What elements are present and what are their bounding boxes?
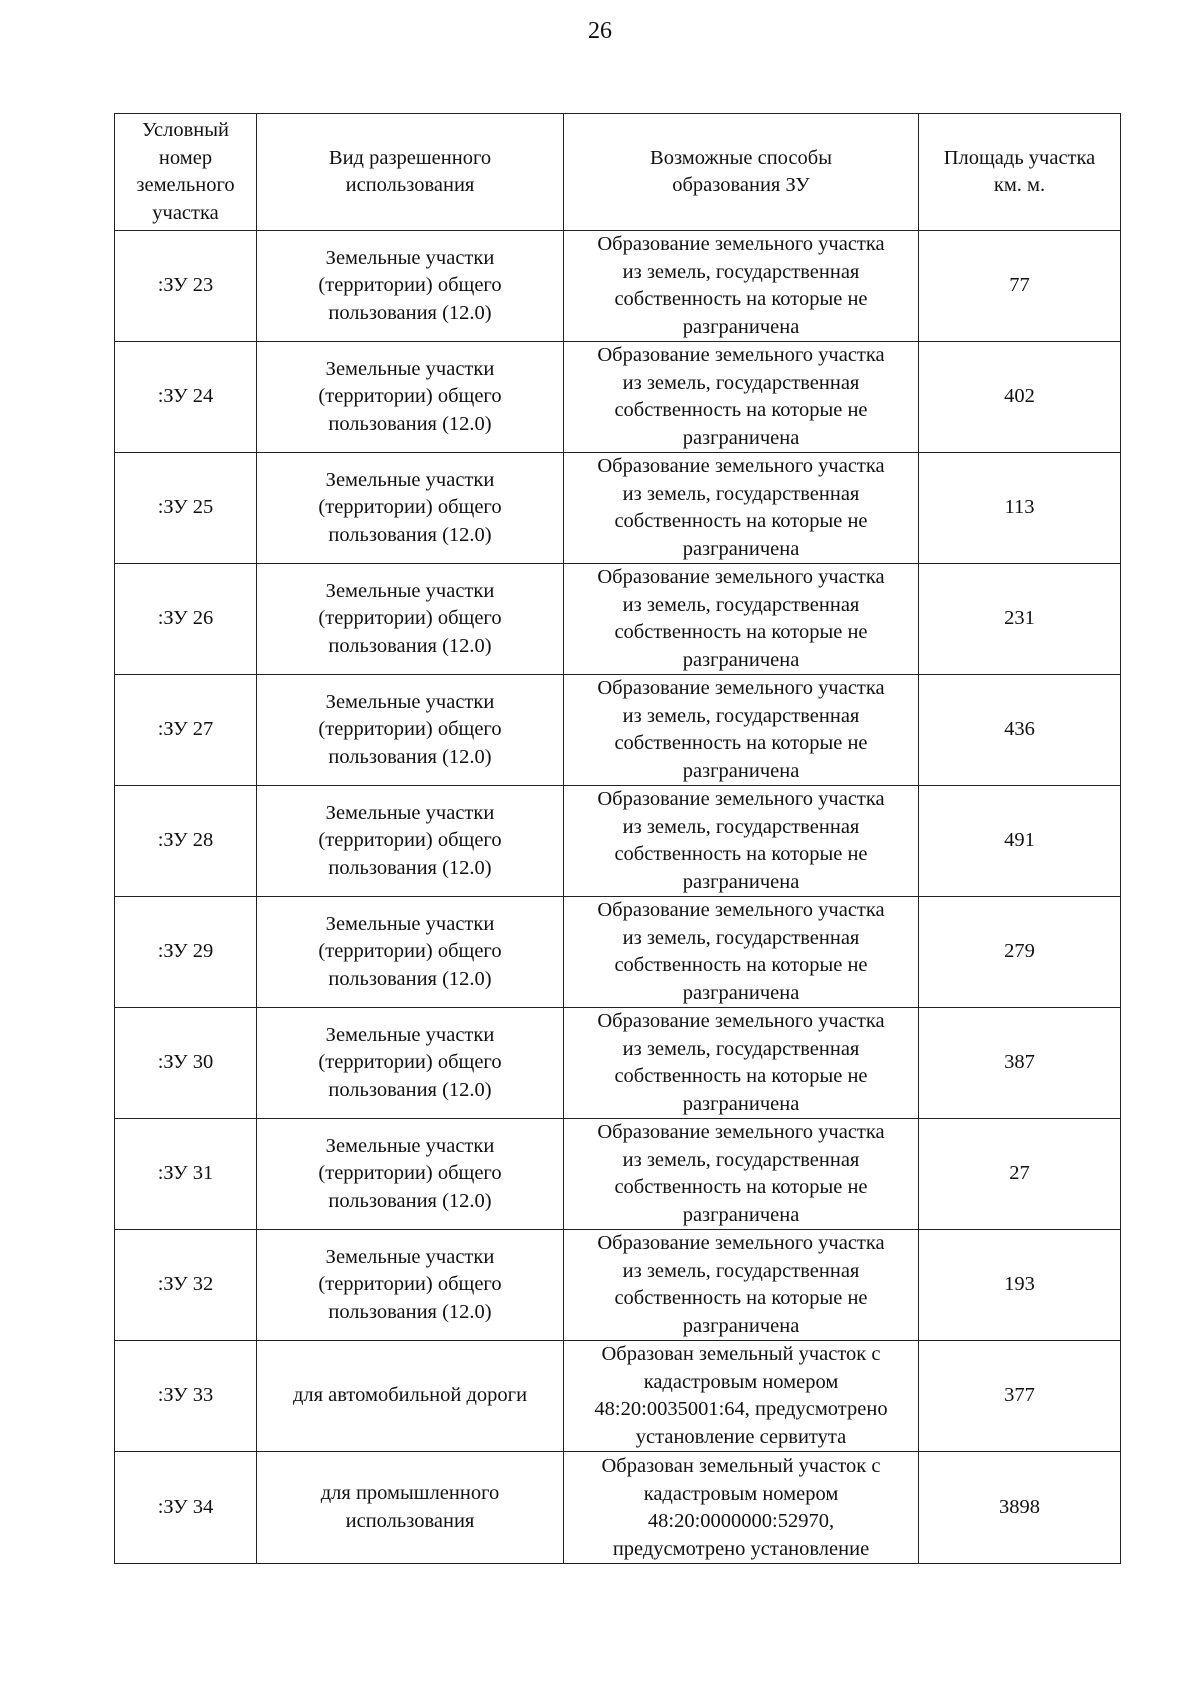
cell-permitted-use: для автомобильной дороги (257, 1341, 564, 1452)
cell-plot-number: :ЗУ 29 (115, 897, 257, 1008)
table-row (115, 453, 1121, 564)
cell-formation-method: Образование земельного участка из земель, государственная собственность на которые не разграничена (564, 1119, 919, 1230)
table-row (115, 1008, 1121, 1119)
header-formation-methods: Возможные способы образования ЗУ (564, 114, 919, 231)
cell-formation-method: Образование земельного участка из земель, государственная собственность на которые не разграничена (564, 1008, 919, 1119)
land-plots-table (114, 113, 1121, 1564)
cell-permitted-use: для промышленного использования (257, 1452, 564, 1564)
cell-plot-number: :ЗУ 28 (115, 786, 257, 897)
cell-permitted-use: Земельные участки (территории) общего пользования (12.0) (257, 675, 564, 786)
cell-permitted-use: Земельные участки (территории) общего пользования (12.0) (257, 1230, 564, 1341)
header-plot-number: Условный номер земельного участка (115, 114, 257, 231)
cell-plot-number: :ЗУ 26 (115, 564, 257, 675)
cell-formation-method: Образование земельного участка из земель, государственная собственность на которые не разграничена (564, 564, 919, 675)
cell-permitted-use: Земельные участки (территории) общего пользования (12.0) (257, 1008, 564, 1119)
cell-plot-number: :ЗУ 32 (115, 1230, 257, 1341)
table-row (115, 786, 1121, 897)
cell-formation-method: Образован земельный участок с кадастровым номером 48:20:0035001:64, предусмотрено установление сервитута (564, 1341, 919, 1452)
cell-formation-method: Образован земельный участок с кадастровым номером 48:20:0000000:52970, предусмотрено установление (564, 1452, 919, 1564)
cell-plot-number: :ЗУ 27 (115, 675, 257, 786)
table-row (115, 897, 1121, 1008)
cell-area: 27 (919, 1119, 1121, 1230)
land-plots-table-container (114, 113, 1121, 1564)
cell-formation-method: Образование земельного участка из земель, государственная собственность на которые не разграничена (564, 342, 919, 453)
cell-formation-method: Образование земельного участка из земель, государственная собственность на которые не разграничена (564, 453, 919, 564)
cell-area: 387 (919, 1008, 1121, 1119)
cell-area: 3898 (919, 1452, 1121, 1564)
table-row (115, 1341, 1121, 1452)
cell-formation-method: Образование земельного участка из земель, государственная собственность на которые не разграничена (564, 897, 919, 1008)
cell-permitted-use: Земельные участки (территории) общего пользования (12.0) (257, 342, 564, 453)
cell-plot-number: :ЗУ 23 (115, 231, 257, 342)
header-permitted-use: Вид разрешенного использования (257, 114, 564, 231)
cell-plot-number: :ЗУ 31 (115, 1119, 257, 1230)
cell-permitted-use: Земельные участки (территории) общего пользования (12.0) (257, 564, 564, 675)
cell-permitted-use: Земельные участки (территории) общего пользования (12.0) (257, 897, 564, 1008)
header-plot-area: Площадь участка км. м. (919, 114, 1121, 231)
table-header-row (115, 114, 1121, 231)
cell-area: 231 (919, 564, 1121, 675)
page-number: 26 (588, 18, 612, 44)
cell-formation-method: Образование земельного участка из земель, государственная собственность на которые не разграничена (564, 1230, 919, 1341)
cell-area: 193 (919, 1230, 1121, 1341)
cell-permitted-use: Земельные участки (территории) общего пользования (12.0) (257, 786, 564, 897)
table-row (115, 675, 1121, 786)
cell-area: 113 (919, 453, 1121, 564)
table-row (115, 342, 1121, 453)
cell-area: 436 (919, 675, 1121, 786)
cell-plot-number: :ЗУ 24 (115, 342, 257, 453)
cell-plot-number: :ЗУ 34 (115, 1452, 257, 1564)
cell-formation-method: Образование земельного участка из земель, государственная собственность на которые не разграничена (564, 786, 919, 897)
cell-area: 77 (919, 231, 1121, 342)
cell-area: 491 (919, 786, 1121, 897)
cell-area: 377 (919, 1341, 1121, 1452)
table-row (115, 564, 1121, 675)
cell-area: 279 (919, 897, 1121, 1008)
cell-permitted-use: Земельные участки (территории) общего пользования (12.0) (257, 231, 564, 342)
cell-formation-method: Образование земельного участка из земель, государственная собственность на которые не разграничена (564, 231, 919, 342)
cell-plot-number: :ЗУ 33 (115, 1341, 257, 1452)
table-row (115, 1452, 1121, 1564)
cell-permitted-use: Земельные участки (территории) общего пользования (12.0) (257, 1119, 564, 1230)
cell-formation-method: Образование земельного участка из земель, государственная собственность на которые не разграничена (564, 675, 919, 786)
cell-permitted-use: Земельные участки (территории) общего пользования (12.0) (257, 453, 564, 564)
cell-area: 402 (919, 342, 1121, 453)
table-row (115, 1119, 1121, 1230)
table-row (115, 231, 1121, 342)
cell-plot-number: :ЗУ 25 (115, 453, 257, 564)
table-row (115, 1230, 1121, 1341)
cell-plot-number: :ЗУ 30 (115, 1008, 257, 1119)
